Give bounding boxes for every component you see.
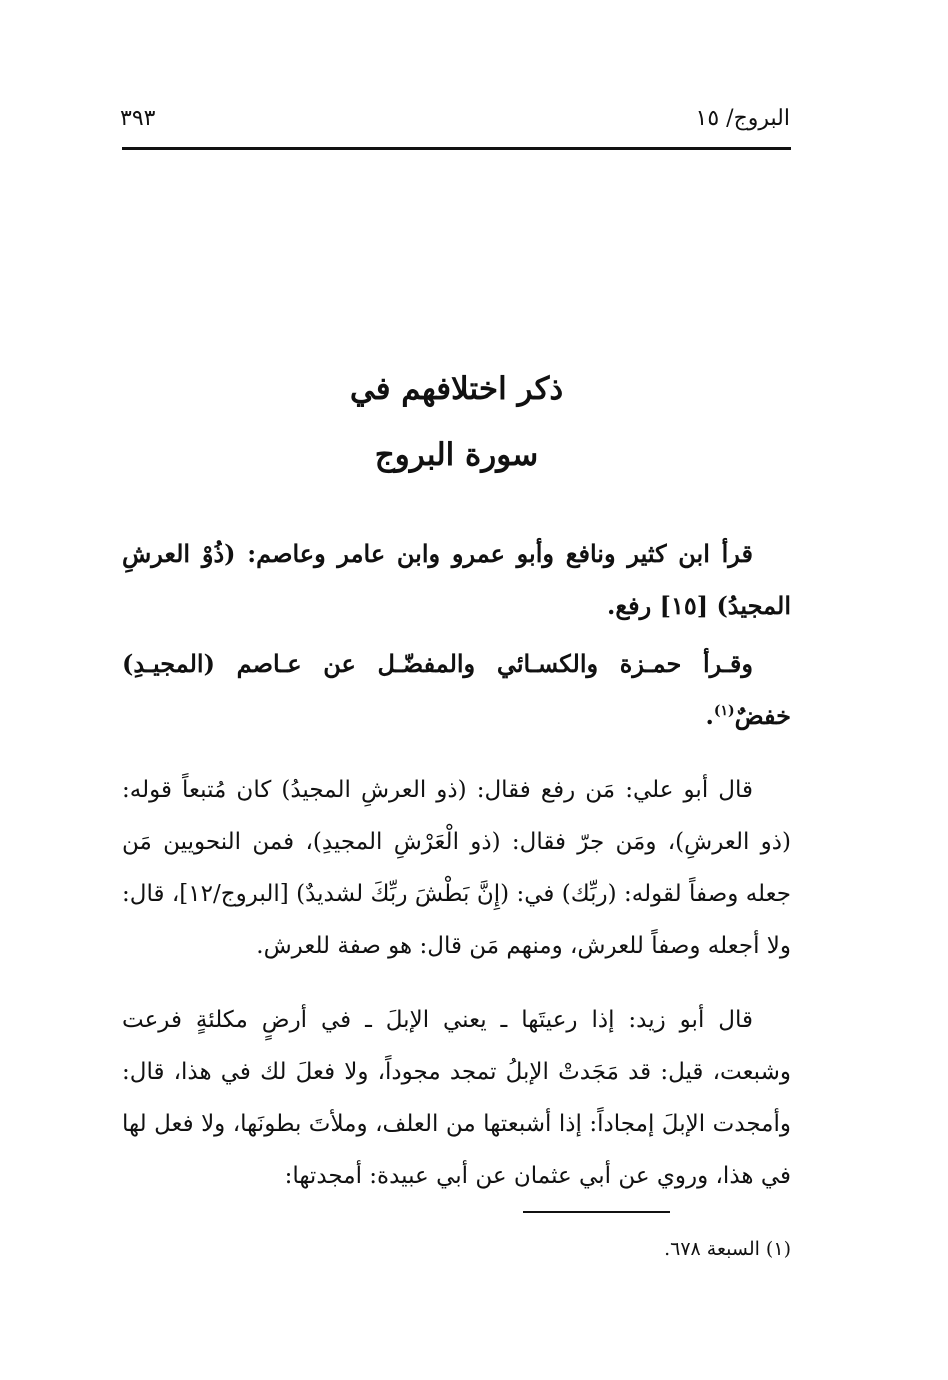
running-header xyxy=(120,98,790,138)
paragraph-readers-raf: قرأ ابن كثير ونافع وأبو عمرو وابن عامر وعاصم: (ذُوْ العرشِ المجيدُ) [١٥] رفع. xyxy=(122,539,791,620)
running-title: البروج/ ١٥ xyxy=(695,105,790,131)
chapter-title xyxy=(122,356,791,488)
paragraph-readers-khafd xyxy=(122,638,791,742)
footnote: (١) السبعة ٦٧٨. xyxy=(664,1238,791,1260)
paragraph-abu-zayd: قال أبو زيد: إذا رعيتَها ـ يعني الإبلَ ـ في أرضٍ مكلئةٍ فرعت وشبعت، قيل: قد مَجَدتْ الإبلُ تمجد مجوداً، ولا فعلَ لك في هذا، قال: وأمجدت الإبلَ إمجاداً: إذا أشبعتها من العلف، وملأتَ بطونَها، ولا فعل لها في هذا، وروي عن أبي عثمان عن أبي عبيدة: أمجدتها: xyxy=(122,1007,791,1189)
paragraph-readers-khafd-text: وقـرأ حمـزة والكسـائي والمفضّـل عن عـاصم (المجيـدِ) خفضٌ xyxy=(122,649,791,730)
header-rule xyxy=(122,147,791,150)
body-text xyxy=(122,528,791,1202)
chapter-title-line-2: سورة البروج xyxy=(374,437,539,473)
paragraph-readers-khafd-end: . xyxy=(705,701,714,730)
footnote-rule xyxy=(523,1211,670,1213)
page-number: ٣٩٣ xyxy=(120,105,156,131)
chapter-title-line-1: ذكر اختلافهم في xyxy=(349,371,564,407)
footnote-reference: (١) xyxy=(713,703,735,719)
paragraph-abu-ali: قال أبو علي: مَن رفع فقال: (ذو العرشِ المجيدُ) كان مُتبعاً قوله: (ذو العرشِ)، ومَن جرّ فقال: (ذو الْعَرْشِ المجيدِ)، فمن النحويين مَن جعله وصفاً لقوله: (ربِّك) في: (إِنَّ بَطْشَ ربِّكَ لشديدٌ) [البروج/١٢]، قال: ولا أجعله وصفاً للعرش، ومنهم مَن قال: هو صفة للعرش. xyxy=(122,777,791,959)
